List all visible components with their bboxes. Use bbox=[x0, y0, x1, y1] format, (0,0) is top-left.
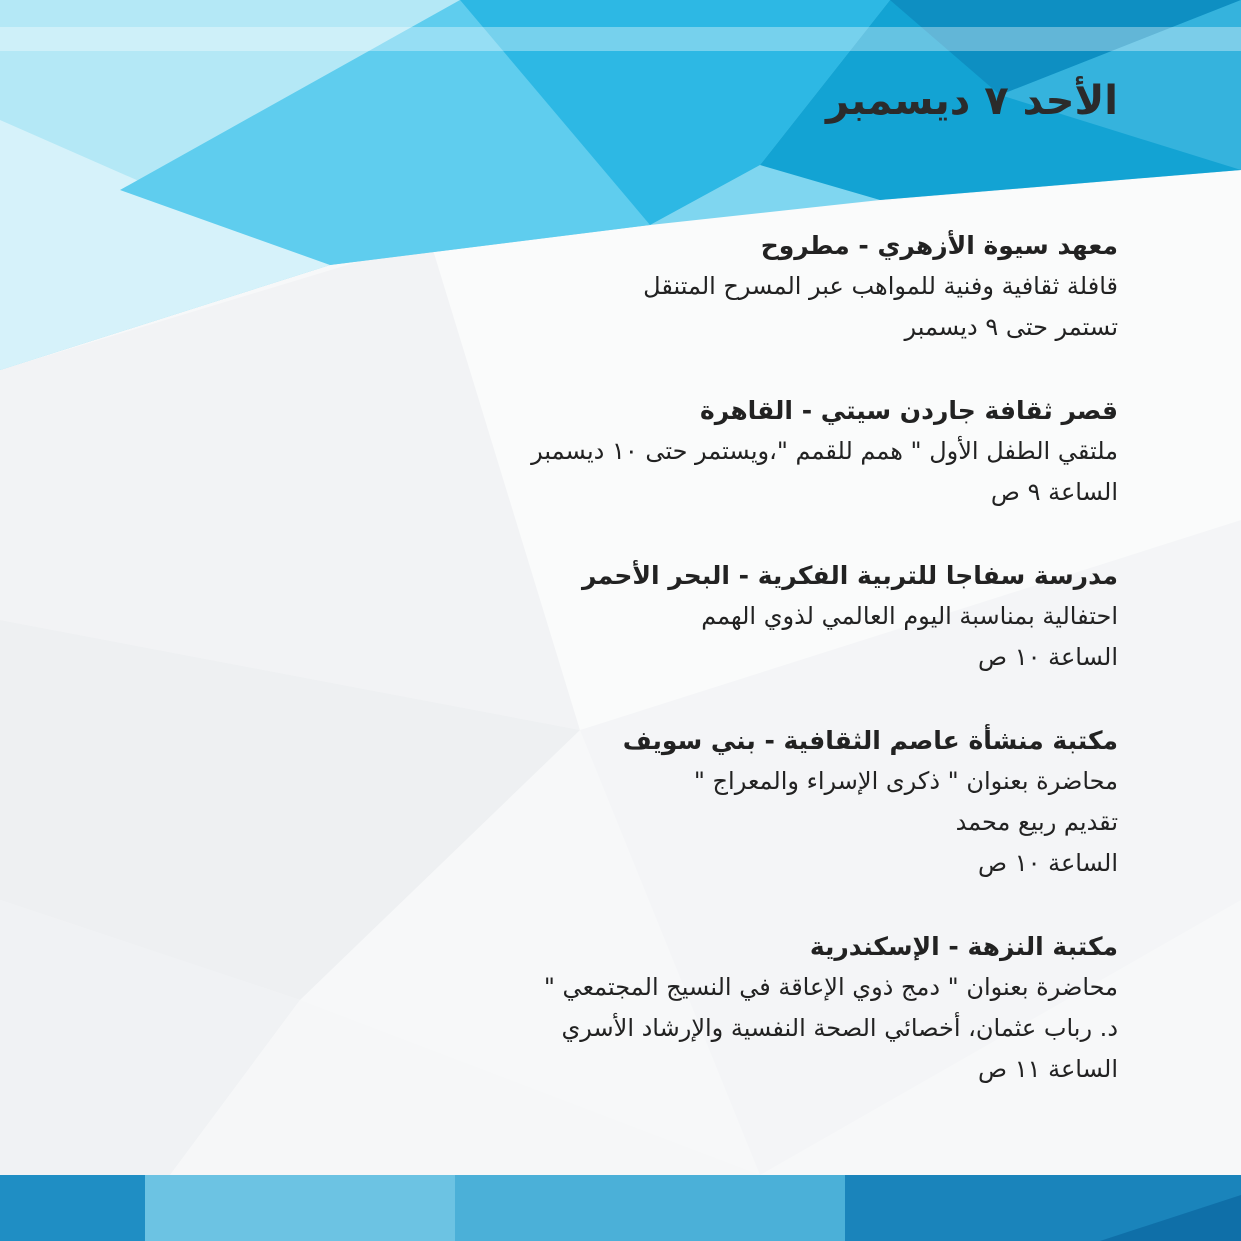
event-place: مدرسة سفاجا للتربية الفكرية - البحر الأحمر bbox=[582, 561, 1118, 590]
event-place: مكتبة النزهة - الإسكندرية bbox=[809, 932, 1118, 961]
event-item bbox=[358, 390, 1118, 513]
event-time: تستمر حتى ٩ ديسمبر bbox=[904, 313, 1118, 341]
event-time: الساعة ٩ ص bbox=[990, 478, 1118, 506]
page-title: الأحد ٧ ديسمبر bbox=[826, 78, 1118, 124]
event-description: قافلة ثقافية وفنية للمواهب عبر المسرح المتنقل bbox=[643, 272, 1118, 300]
event-description: احتفالية بمناسبة اليوم العالمي لذوي الهمم bbox=[701, 602, 1118, 630]
event-description: محاضرة بعنوان " دمج ذوي الإعاقة في النسيج المجتمعي " bbox=[543, 973, 1118, 1001]
event-item bbox=[358, 720, 1118, 884]
event-time: الساعة ١٠ ص bbox=[978, 643, 1118, 671]
event-description: ملتقي الطفل الأول " همم للقمم "،ويستمر حتى ١٠ ديسمبر bbox=[531, 437, 1118, 465]
event-place: قصر ثقافة جاردن سيتي - القاهرة bbox=[700, 396, 1118, 425]
event-item bbox=[358, 225, 1118, 348]
event-item bbox=[358, 926, 1118, 1090]
event-description: محاضرة بعنوان " ذكرى الإسراء والمعراج " bbox=[693, 767, 1118, 795]
event-time: الساعة ١٠ ص bbox=[978, 849, 1118, 877]
events-list bbox=[358, 225, 1118, 1132]
event-place: معهد سيوة الأزهري - مطروح bbox=[760, 231, 1118, 260]
event-presenter: د. رباب عثمان، أخصائي الصحة النفسية والإرشاد الأسري bbox=[561, 1014, 1118, 1042]
event-place: مكتبة منشأة عاصم الثقافية - بني سويف bbox=[622, 726, 1118, 755]
event-presenter: تقديم ربيع محمد bbox=[955, 808, 1118, 836]
event-time: الساعة ١١ ص bbox=[978, 1055, 1118, 1083]
event-item bbox=[358, 555, 1118, 678]
